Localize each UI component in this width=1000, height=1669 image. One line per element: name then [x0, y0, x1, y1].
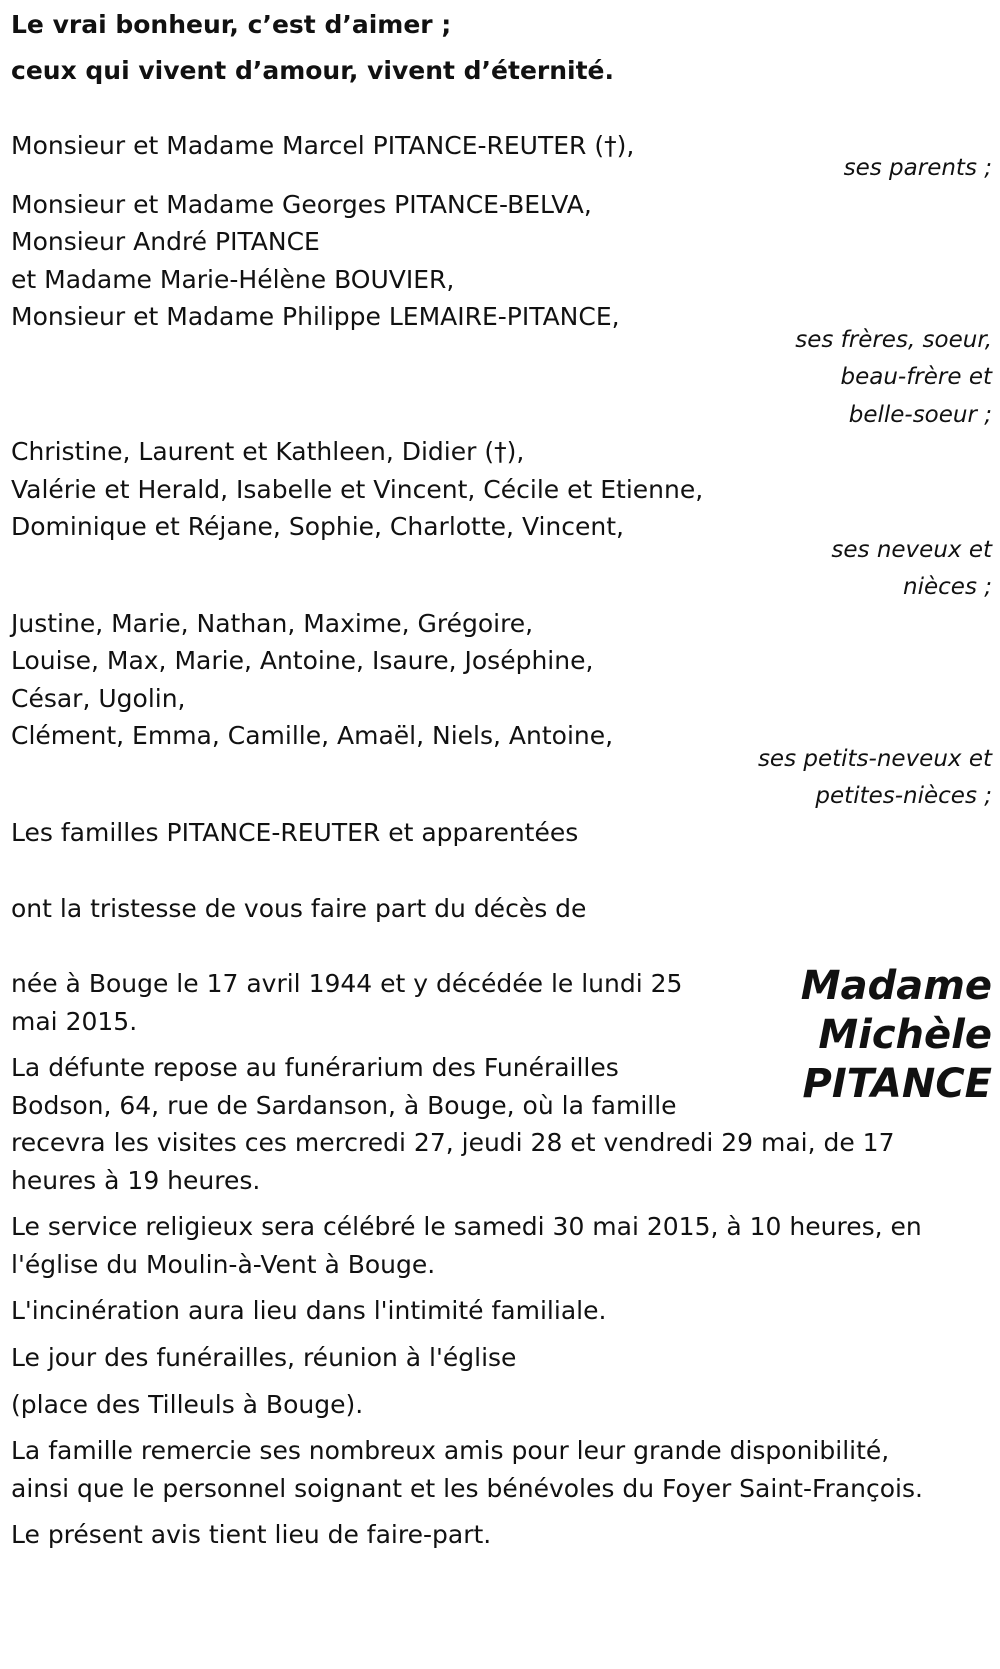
deceased-last-name: PITANCE: [802, 1061, 992, 1107]
grandnephews-line-4: Clément, Emma, Camille, Amaël, Niels, Antoine,: [11, 721, 614, 750]
obituary-notice: [11, 0, 992, 1669]
nephews-line-2: Valérie et Herald, Isabelle et Vincent, Cécile et Etienne,: [11, 475, 704, 504]
cremation-line: L'incinération aura lieu dans l'intimité familiale.: [11, 1296, 607, 1325]
siblings-relation-3: belle-soeur ;: [848, 402, 992, 428]
grandnephews-relation-1: ses petits-neveux et: [757, 746, 992, 772]
sibling-line-4: Monsieur et Madame Philippe LEMAIRE-PITANCE,: [11, 302, 620, 331]
gathering-line-1: Le jour des funérailles, réunion à l'église: [11, 1343, 517, 1372]
sibling-line-2: Monsieur André PITANCE: [11, 227, 320, 256]
grandnephews-relation-2: petites-nièces ;: [815, 783, 992, 809]
grandnephews-line-1: Justine, Marie, Nathan, Maxime, Grégoire,: [11, 609, 534, 638]
thanks-line-1: La famille remercie ses nombreux amis pour leur grande disponibilité,: [11, 1436, 890, 1465]
siblings-relation-1: ses frères, soeur,: [795, 327, 992, 353]
deceased-title: Madame: [800, 963, 992, 1009]
repose-line-2: Bodson, 64, rue de Sardanson, à Bouge, où la famille: [11, 1091, 677, 1120]
sibling-line-3: et Madame Marie-Hélène BOUVIER,: [11, 265, 455, 294]
birth-death-line-1: née à Bouge le 17 avril 1944 et y décédée le lundi 25: [11, 969, 683, 998]
grandnephews-line-3: César, Ugolin,: [11, 684, 186, 713]
announcement-line: ont la tristesse de vous faire part du décès de: [11, 894, 587, 923]
motto-line-2: ceux qui vivent d’amour, vivent d’éternité.: [11, 56, 615, 85]
service-line-2: l'église du Moulin-à-Vent à Bouge.: [11, 1250, 436, 1279]
nephews-relation-1: ses neveux et: [831, 537, 992, 563]
service-line-1: Le service religieux sera célébré le samedi 30 mai 2015, à 10 heures, en: [11, 1212, 922, 1241]
deceased-first-name: Michèle: [818, 1012, 992, 1058]
grandnephews-line-2: Louise, Max, Marie, Antoine, Isaure, Joséphine,: [11, 646, 594, 675]
deceased-name: [801, 962, 992, 1109]
nephews-line-3: Dominique et Réjane, Sophie, Charlotte, Vincent,: [11, 512, 625, 541]
nephews-relation-2: nièces ;: [903, 574, 992, 600]
notice-line: Le présent avis tient lieu de faire-part.: [11, 1520, 492, 1549]
birth-death-line-2: mai 2015.: [11, 1007, 138, 1036]
sibling-line-1: Monsieur et Madame Georges PITANCE-BELVA,: [11, 190, 592, 219]
siblings-relation-2: beau-frère et: [840, 364, 992, 390]
gathering-line-2: (place des Tilleuls à Bouge).: [11, 1390, 364, 1419]
nephews-line-1: Christine, Laurent et Kathleen, Didier (†),: [11, 437, 525, 466]
repose-line-4: heures à 19 heures.: [11, 1166, 261, 1195]
motto-line-1: Le vrai bonheur, c’est d’aimer ;: [11, 10, 452, 39]
parents-relation: ses parents ;: [843, 155, 992, 181]
repose-line-3: recevra les visites ces mercredi 27, jeudi 28 et vendredi 29 mai, de 17: [11, 1128, 895, 1157]
families-line: Les familles PITANCE-REUTER et apparentées: [11, 818, 579, 847]
parents-line: Monsieur et Madame Marcel PITANCE-REUTER (†),: [11, 131, 635, 160]
repose-line-1: La défunte repose au funérarium des Funérailles: [11, 1053, 619, 1082]
thanks-line-2: ainsi que le personnel soignant et les bénévoles du Foyer Saint-François.: [11, 1474, 923, 1503]
